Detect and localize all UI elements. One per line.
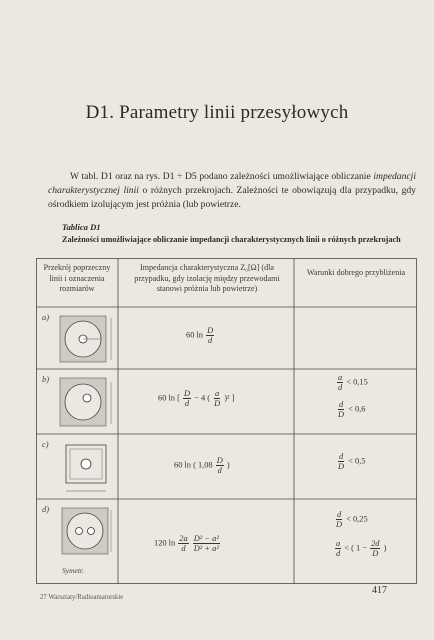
condition-b2-value: < 0,6 xyxy=(348,404,366,414)
header-cross-section: Przekrój poprzeczny linii i oznaczenia rozmiarów xyxy=(43,263,111,293)
row-c-label: c) xyxy=(42,439,49,449)
formula-d: 120 ln $\frac{2a}{d}$ $\frac{\text{D² − a²}}{\text{D² + a²}}$ xyxy=(154,534,219,553)
footer-source: 27 Warsztaty/Radioamatorskie xyxy=(40,594,124,601)
coax-cross-section-diagram xyxy=(56,312,116,366)
eccentric-coax-diagram xyxy=(56,374,116,432)
table-d1 xyxy=(36,258,417,584)
condition-d1: $\frac{d}{D}$ < 0,25 xyxy=(336,510,368,529)
symmetry-caption: Symetr. xyxy=(62,566,84,575)
row-d-label: d) xyxy=(42,504,50,514)
condition-c1: $\frac{d}{D}$ < 0,5 xyxy=(338,452,366,471)
condition-c1-value: < 0,5 xyxy=(348,456,366,466)
header-conditions: Warunki dobrego przybliżenia xyxy=(306,268,406,277)
twin-conductor-diagram xyxy=(56,504,116,566)
table-caption: Tablica D1 xyxy=(62,222,101,232)
formula-a: 60 ln $\frac{D}{d}$ xyxy=(186,326,214,345)
condition-d1-value: < 0,25 xyxy=(346,514,368,524)
intro-paragraph xyxy=(48,170,416,212)
page-number: 417 xyxy=(372,585,387,596)
page-title: D1. Parametry linii przesyłowych xyxy=(85,102,349,123)
table-description: Zależności umożliwiające obliczanie impedancji charakterystycznych linii o różnych przekrojach xyxy=(62,235,401,244)
row-b-label: b) xyxy=(42,374,50,384)
row-a-label: a) xyxy=(42,312,50,322)
condition-b1-value: < 0,15 xyxy=(346,377,368,387)
formula-b: 60 ln [ $\frac{D}{d}$ − 4 ( $\frac{a}{D}$ )² ] xyxy=(158,389,235,408)
paragraph-end: o różnych przekrojach. Zależności te obowiązują dla przypadku, gdy ośrodkiem izolującym jest próżnia (lub powietrze. xyxy=(48,185,416,210)
paragraph-italic: impedancji charakterystycznej linii xyxy=(48,171,416,196)
condition-b2: $\frac{d}{D}$ < 0,6 xyxy=(338,400,366,419)
formula-c: 60 ln ( 1,08 $\frac{D}{d}$ ) xyxy=(174,456,230,475)
condition-b1: $\frac{a}{d}$ < 0,15 xyxy=(338,373,368,392)
paragraph-start: W tabl. D1 oraz na rys. D1 ÷ D5 podano zależności umożliwiające obliczanie xyxy=(70,171,374,182)
header-impedance: Impedancja charakterystyczna Z₀[Ω] (dla przypadku, gdy izolację między przewodami stanowi próżnia lub powietrze) xyxy=(134,263,280,293)
condition-d2: $\frac{a}{d}$ < ( 1 − $\frac{2d}{D}$ ) xyxy=(336,539,387,558)
square-coax-diagram xyxy=(56,439,116,497)
